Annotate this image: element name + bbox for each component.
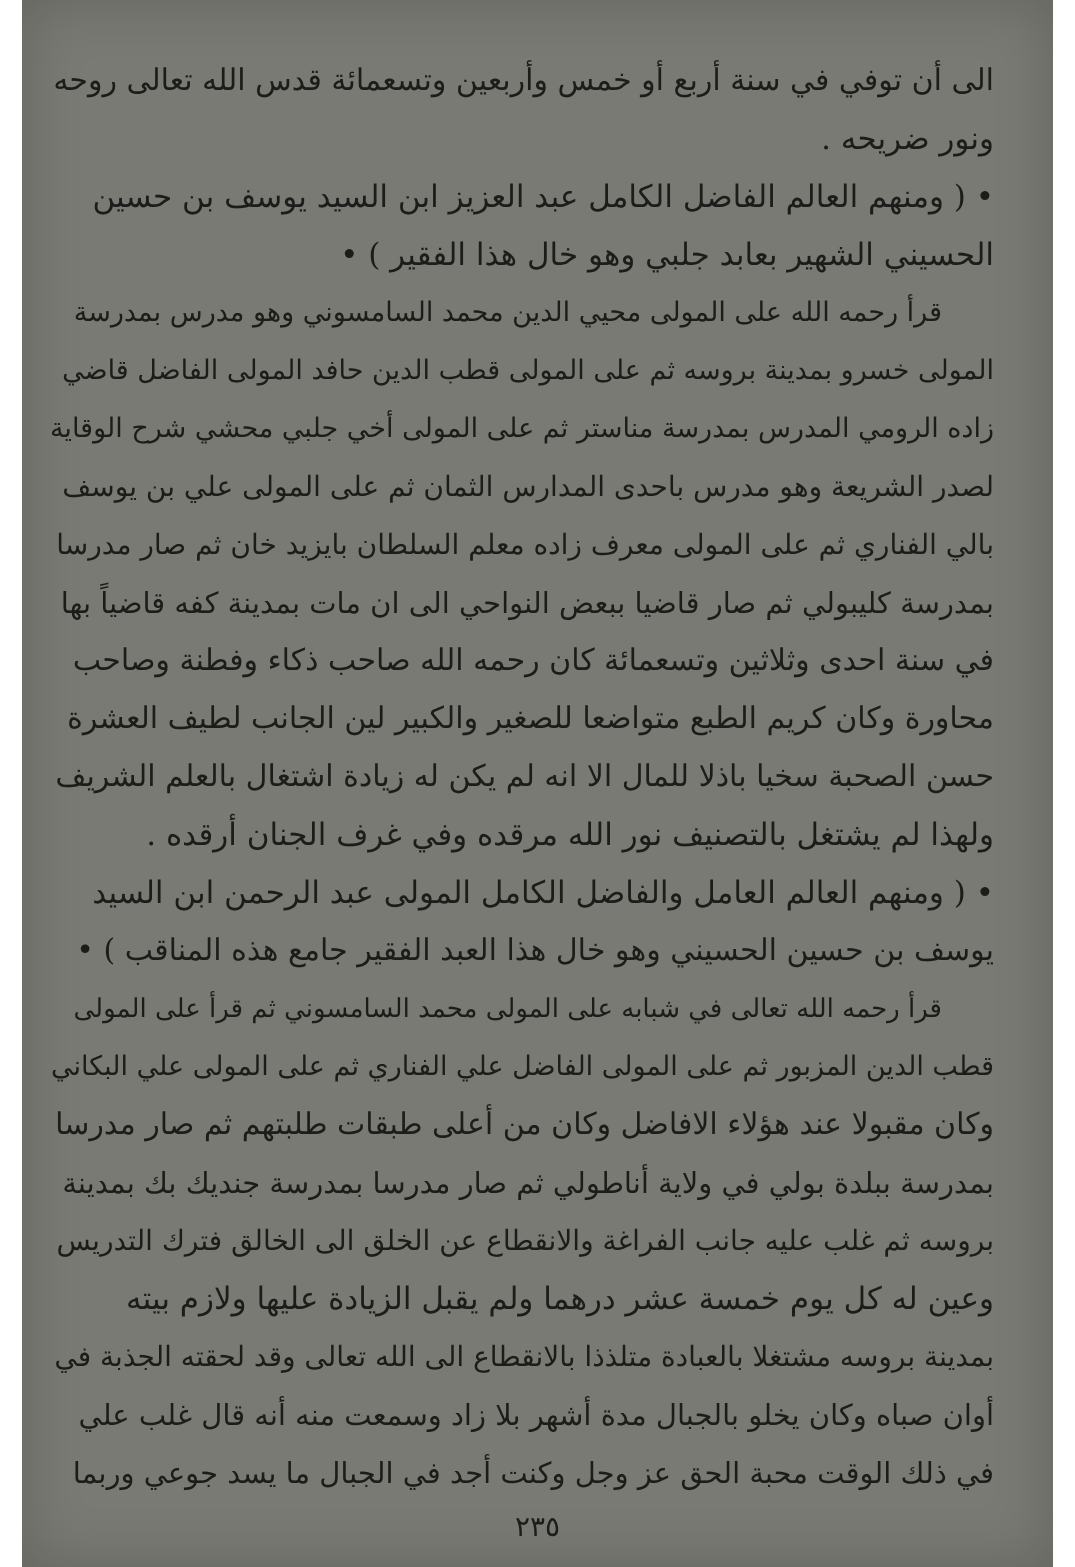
text-line: بمدرسة كليبولي ثم صار قاضيا ببعض النواحي الى ان مات بمدينة كفه قاضياً بها [60,586,994,620]
text-line: بمدينة بروسه مشتغلا بالعبادة متلذذا بالانقطاع الى الله تعالى وقد لحقته الجذبة في [54,1340,994,1373]
text-line: بالي الفناري ثم على المولى معرف زاده معلم السلطان بايزيد خان ثم صار مدرسا [56,528,994,561]
section-heading-line: • ( ومنهم العالم الفاضل الكامل عبد العزيز ابن السيد يوسف بن حسين [92,179,994,215]
text-line: أوان صباه وكان يخلو بالجبال مدة أشهر بلا زاد وسمعت منه أنه قال غلب علي [78,1398,994,1432]
text-line: بروسه ثم غلب عليه جانب الفراغة والانقطاع عن الخلق الى الخالق فترك التدريس [56,1224,994,1257]
section-heading-line: • ( ومنهم العالم العامل والفاضل الكامل المولى عبد الرحمن ابن السيد [92,875,994,911]
text-line: ونور ضريحه . [821,121,994,157]
text-line: وعين له كل يوم خمسة عشر درهما ولم يقبل الزيادة عليها ولازم بيته [126,1281,994,1317]
text-line: في ذلك الوقت محبة الحق عز وجل وكنت أجد في الجبال ما يسد جوعي وربما [72,1456,994,1490]
book-page [22,0,1053,1567]
text-line: ولهذا لم يشتغل بالتصنيف نور الله مرقده وفي غرف الجنان أرقده . [146,817,994,853]
section-heading-line: يوسف بن حسين الحسيني وهو خال هذا العبد الفقير جامع هذه المناقب ) • [76,933,994,968]
text-line: المولى خسرو بمدينة بروسه ثم على المولى قطب الدين حافد المولى الفاضل قاضي [62,355,994,386]
text-line: قرأ رحمه الله تعالى في شبابه على المولى محمد السامسوني ثم قرأ على المولى [73,994,942,1024]
text-line: الى أن توفي في سنة أربع أو خمس وأربعين وتسعمائة قدس الله تعالى روحه [53,63,994,98]
text-line: وكان مقبولا عند هؤلاء الافاضل وكان من أعلى طبقات طلبتهم ثم صار مدرسا [55,1107,994,1142]
text-line: حسن الصحبة سخيا باذلا للمال الا انه لم يكن له زيادة اشتغال بالعلم الشريف [55,759,994,794]
section-heading-line: الحسيني الشهير بعابد جلبي وهو خال هذا الفقير ) • [340,237,994,273]
text-line: بمدرسة ببلدة بولي في ولاية أناطولي ثم صار مدرسا بمدرسة جنديك بك بمدينة [62,1166,994,1200]
page-body-text [50,52,994,1502]
text-line: قرأ رحمه الله على المولى محيي الدين محمد السامسوني وهو مدرس بمدرسة [73,297,942,328]
text-line: محاورة وكان كريم الطبع متواضعا للصغير والكبير لين الجانب لطيف العشرة [67,701,994,736]
page-number: ٢٣٥ [514,1510,561,1543]
text-line: في سنة احدى وثلاثين وتسعمائة كان رحمه الله صاحب ذكاء وفطنة وصاحب [72,643,994,678]
text-line: زاده الرومي المدرس بمدرسة مناستر ثم على المولى أخي جلبي محشي شرح الوقاية [50,413,994,444]
text-line: قطب الدين المزبور ثم على المولى الفاضل علي الفناري ثم على المولى علي البكاني [50,1051,994,1082]
text-line: لصدر الشريعة وهو مدرس باحدى المدارس الثمان ثم على المولى علي بن يوسف [62,470,994,503]
